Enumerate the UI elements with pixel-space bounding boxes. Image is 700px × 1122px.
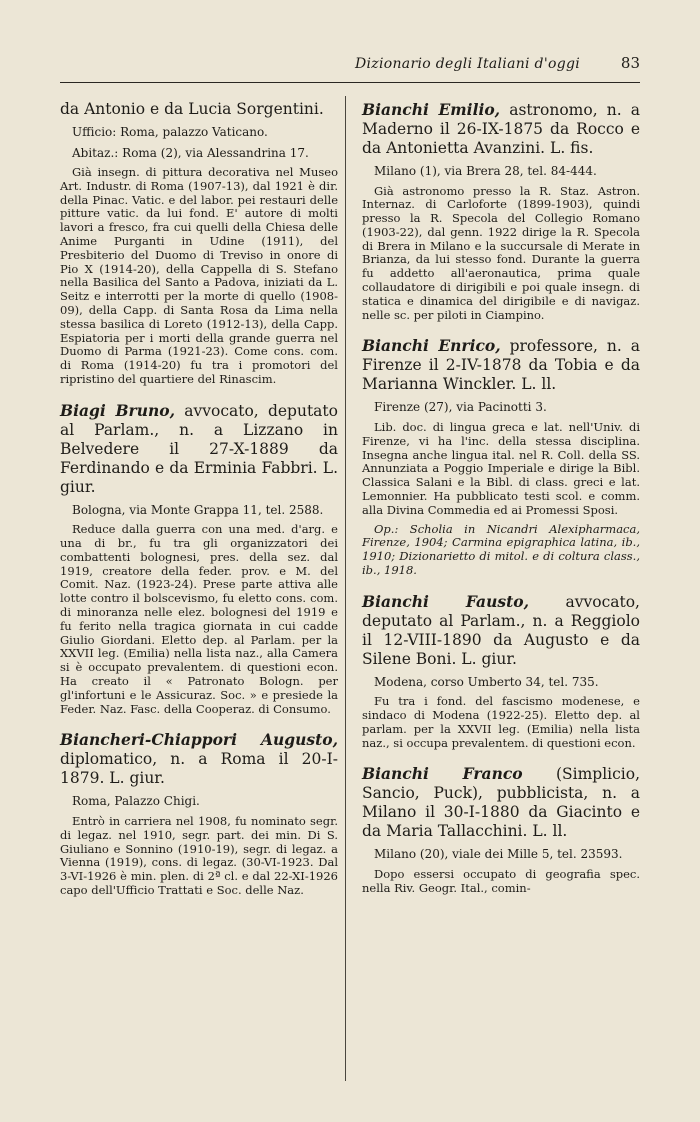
entry-name: Bianchi Emilio, <box>362 100 501 119</box>
column-divider <box>345 96 346 1081</box>
entry-biagi-bruno <box>60 401 338 717</box>
entry-description: avvocato, deputato al Parlam., n. a Lizzano in Belvedere il 27-X-1889 da Ferdinando e da Erminia Fabbri. L. giur. <box>60 401 338 496</box>
entry-head <box>60 730 338 788</box>
entry-description: astronomo, n. a Maderno il 26-IX-1875 da Rocco e da Antonietta Avanzini. L. fis. <box>362 101 640 157</box>
entry-name: Biancheri-Chiappori Augusto, <box>60 730 338 750</box>
entry-address: Modena, corso Umberto 34, tel. 735. <box>374 674 599 689</box>
entry-address: Bologna, via Monte Grappa 11, tel. 2588. <box>72 502 324 517</box>
entry-address: Milano (20), viale dei Mille 5, tel. 23593. <box>374 847 623 862</box>
left-column <box>60 100 338 912</box>
entry-body: Reduce dalla guerra con una med. d'arg. e una di br., fu tra gli organizzatori dei combattenti bolognesi, pres. della sez. dal 1919, creatore della feder. prov. e M. del Comit. Naz. (1923-24). Prese parte attiva alle lotte contro il bolscevismo, fu eletto cons. com. di minoranza nelle elez. bolognesi del 1919 e fu ferito nella tragica giornata in cui cadde Giulio Giordani. Eletto dep. al Parlam. per la XXVII leg. (Emilia) nella lista naz., alla Camera si è occupato prevalentem. di questioni econ. Ha creato il « Patronato Bologn. per gl'infortuni e le Assicuraz. Soc. » e presiede la Feder. Naz. Fasc. della Cooperaz. di Consumo. <box>60 522 338 716</box>
entry-head <box>362 764 640 841</box>
entry-address: Firenze (27), via Pacinotti 3. <box>374 400 547 415</box>
page-header <box>60 56 640 78</box>
entry-head <box>362 100 640 158</box>
entry-bianchi-enrico <box>362 336 640 577</box>
entry-body: Entrò in carriera nel 1908, fu nominato segr. di legaz. nel 1910, segr. part. dei min. Di S. Giuliano e Sonnino (1910-19), segr. di legaz. a Vienna (1919), cons. di legaz. (30-VI-1923. Dal 3-VI-1926 è min. plen. di 2ª cl. e dal 22-XI-1926 capo dell'Ufficio Trattati e Soc. delle Naz. <box>60 813 338 897</box>
entry-head <box>362 336 640 394</box>
header-rule <box>60 82 640 83</box>
entry-description: avvocato, deputato al Parlam., n. a Reggiolo il 12-VIII-1890 da Augusto e da Silene Boni. L. giur. <box>362 592 640 668</box>
entry-body: Già astronomo presso la R. Staz. Astron. Internaz. di Carloforte (1899-1903), quindi presso la R. Specola del Collegio Romano (1903-22), dal genn. 1922 dirige la R. Specola di Brera in Milano e la succursale di Merate in Brianza, da lui stesso fond. Durante la guerra fu addetto all'aeronautica, prima quale collaudatore di dirigibili e poi quale insegn. di statica e dinamica del dirigibile e di navigaz. nelle sc. per piloti in Ciampino. <box>362 183 640 322</box>
entry-body: Già insegn. di pittura decorativa nel Museo Art. Industr. di Roma (1907-13), dal 1921 è dir. della Pinac. Vatic. e del labor. pei restauri delle pitture vatic. da lui fond. E' autore di molti lavori a fresco, fra cui quelli della Chiesa delle Anime Purganti in Udine (1911), del Presbiterio del Duomo di Treviso in onore di Pio X (1914-20), della Cappella di S. Stefano nella Basilica del Santo a Padova, iniziati da L. Seitz e interrotti per la morte di quello (1908-09), della Capp. di Santa Rosa da Lima nella stessa basilica di Loreto (1912-13), della Capp. Espiatoria per i morti della grande guerra nel Duomo di Parma (1921-23). Come cons. com. di Roma (1914-20) fu tra i promotori del ripristino del quartiere del Rinascim. <box>60 165 338 386</box>
entry-name: Biagi Bruno, <box>60 400 175 420</box>
running-title: Dizionario degli Italiani d'oggi <box>355 56 580 72</box>
entry-description: diplomatico, n. a Roma il 20-I-1879. L. giur. <box>60 750 338 788</box>
right-column <box>362 100 640 910</box>
entry-head: da Antonio e da Lucia Sorgentini. <box>60 100 324 118</box>
entry-bianchi-franco <box>362 764 640 895</box>
entry-name: Bianchi Fausto, <box>362 591 529 611</box>
entry-body: Fu tra i fond. del fascismo modenese, e sindaco di Modena (1922-25). Eletto dep. al parlam. per la XXVII leg. (Emilia) nella lista naz., si occupa prevalentem. di questioni econ. <box>362 694 640 750</box>
entry-works: Op.: Scholia in Nicandri Alexipharmaca, Firenze, 1904; Carmina epigraphica latina, ib., 1910; Dizionarietto di mitol. e di coltura class., ib., 1918. <box>362 521 640 577</box>
entry-head <box>60 401 338 497</box>
entry-body: Dopo essersi occupato di geografia spec. nella Riv. Geogr. Ital., comin- <box>362 866 640 895</box>
entry-address: Milano (1), via Brera 28, tel. 84-444. <box>374 164 597 178</box>
entry-body: Lib. doc. di lingua greca e lat. nell'Univ. di Firenze, vi ha l'inc. della stessa disciplina. Insegna anche lingua ital. nel R. Coll. della SS. Annunziata a Poggio Imperiale e dirige la Bibl. Classica Salani e la Bibl. di class. greci e lat. Lemonnier. Ha pubblicato testi scol. e comm. alla Divina Commedia ed ai Promessi Sposi. <box>362 419 640 517</box>
entry-biancheri-chiappori <box>60 730 338 897</box>
entry-address: Roma, Palazzo Chigi. <box>72 794 200 809</box>
page-number: 83 <box>620 54 640 72</box>
entry-name: Bianchi Enrico, <box>362 336 501 356</box>
entry-name: Bianchi Franco <box>362 764 523 784</box>
entry-head <box>362 592 640 669</box>
entry-address: Abitaz.: Roma (2), via Alessandrina 17. <box>72 145 309 160</box>
entry-bianchi-emilio <box>362 100 640 322</box>
entry-description: (Simplicio, Sancio, Puck), pubblicista, n. a Milano il 30-I-1880 da Giacinto e da Maria Tallacchini. L. ll. <box>362 765 641 841</box>
entry-bianchi-fausto <box>362 592 640 751</box>
entry-office: Ufficio: Roma, palazzo Vaticano. <box>72 125 268 139</box>
entry-description: professore, n. a Firenze il 2-IV-1878 da Tobia e da Marianna Winckler. L. ll. <box>362 337 640 394</box>
entry-continued <box>60 100 338 387</box>
